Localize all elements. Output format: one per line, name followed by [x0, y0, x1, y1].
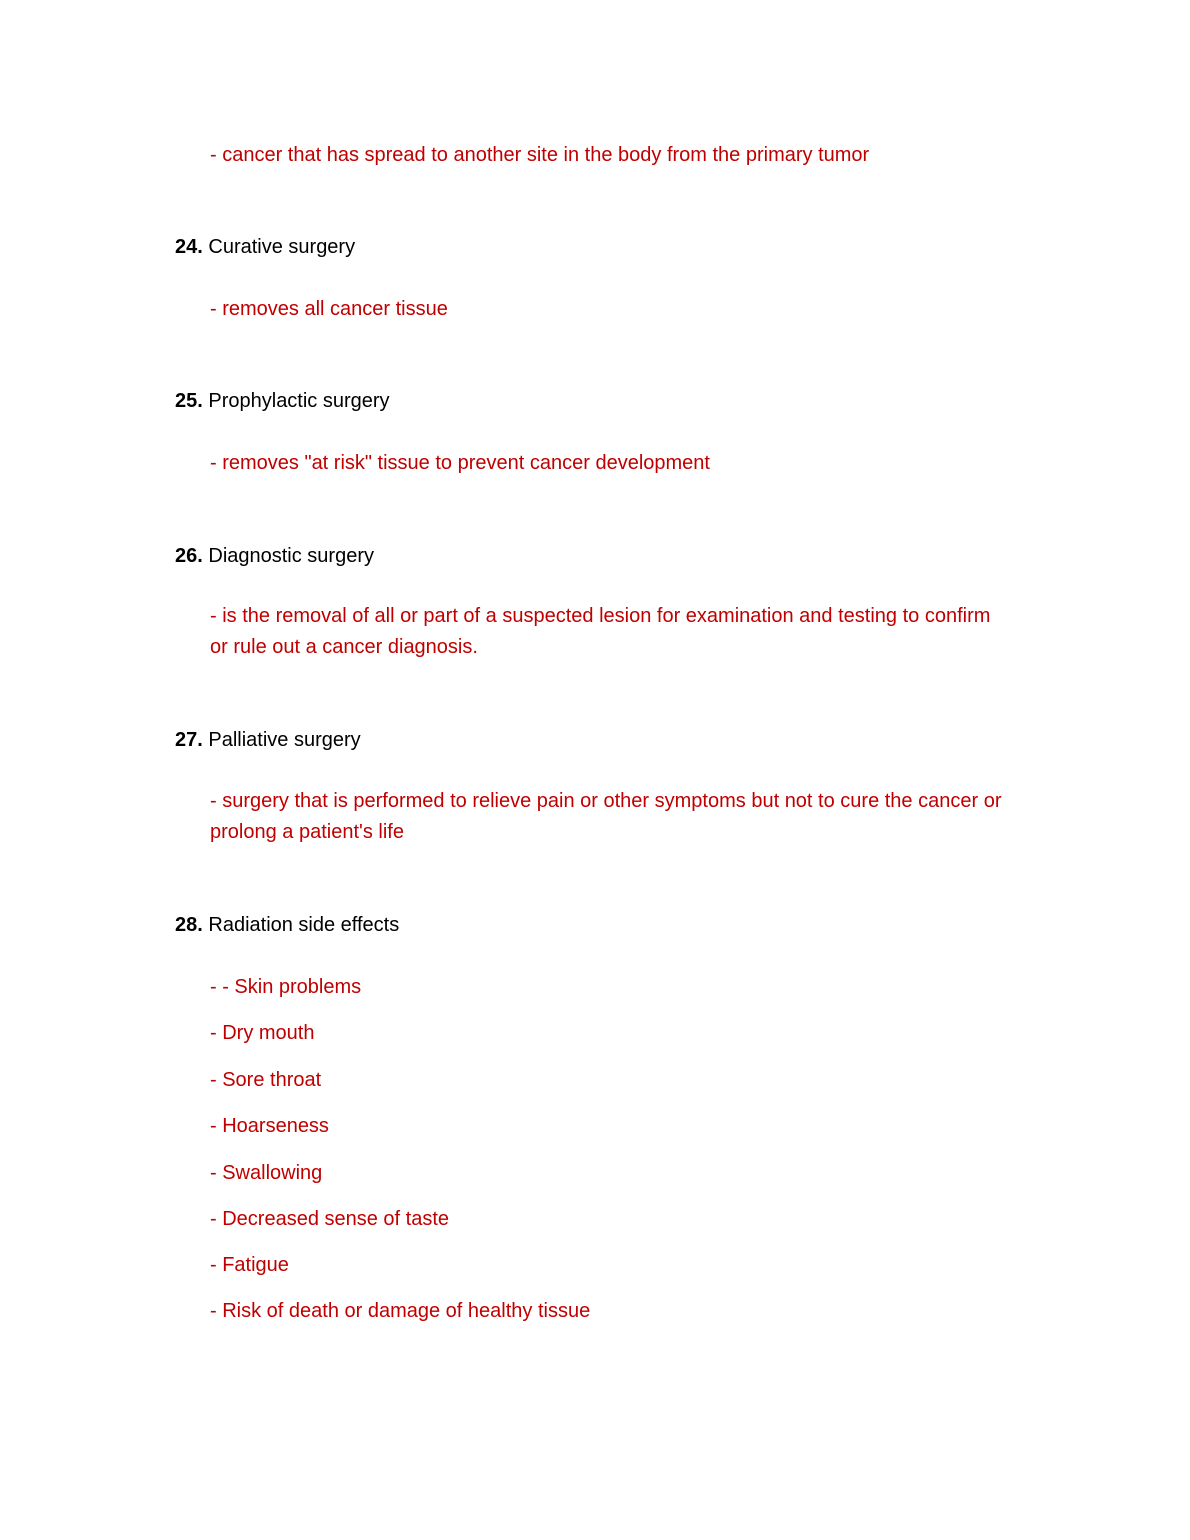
question-number: 26. [175, 545, 203, 567]
answer-28-line: - Hoarseness [210, 1115, 329, 1137]
question-number: 27. [175, 729, 203, 751]
answer-28-line: - Decreased sense of taste [210, 1208, 450, 1230]
answer-26: - is the removal of all or part of a suspected lesion for examination and testing to confirm or rule out a cancer diagnosis. [210, 605, 991, 658]
answer-28-line: - Swallowing [210, 1162, 323, 1184]
question-25 [175, 389, 390, 413]
question-27 [175, 728, 361, 752]
question-term: Palliative surgery [208, 729, 361, 751]
question-24 [175, 235, 355, 259]
answer-28-line: - Fatigue [210, 1254, 289, 1276]
answer-24: - removes all cancer tissue [210, 298, 448, 320]
answer-28-line: - Sore throat [210, 1069, 322, 1091]
answer-28-line: - - Skin problems [210, 976, 362, 998]
answer-28-line: - Dry mouth [210, 1022, 315, 1044]
question-number: 28. [175, 914, 203, 936]
carryover-answer: - cancer that has spread to another site in the body from the primary tumor [210, 144, 870, 166]
question-28 [175, 913, 399, 937]
answer-27: - surgery that is performed to relieve pain or other symptoms but not to cure the cancer or prolong a patient's life [210, 790, 1002, 843]
question-26 [175, 544, 374, 568]
question-number: 24. [175, 236, 203, 258]
question-term: Radiation side effects [208, 914, 400, 936]
answer-28-line: - Risk of death or damage of healthy tissue [210, 1300, 591, 1322]
question-number: 25. [175, 390, 203, 412]
question-term: Prophylactic surgery [208, 390, 390, 412]
answer-25: - removes "at risk" tissue to prevent cancer development [210, 452, 710, 474]
question-term: Diagnostic surgery [208, 545, 374, 567]
question-term: Curative surgery [208, 236, 356, 258]
